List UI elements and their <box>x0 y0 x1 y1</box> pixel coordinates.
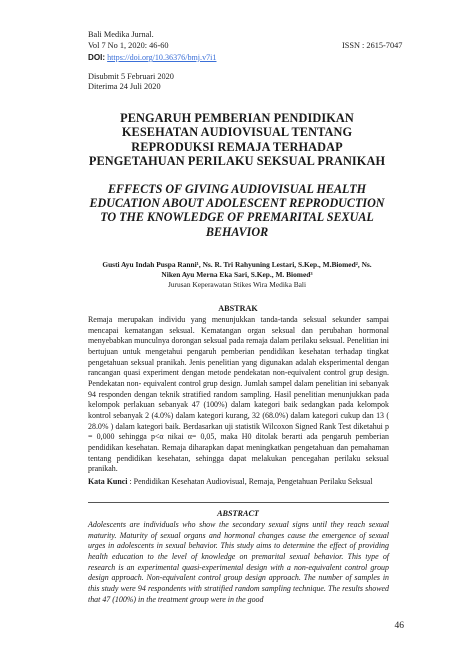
affiliation: Jurusan Keperawatan Stikes Wira Medika Bali <box>167 280 307 289</box>
abstract-text: Adolescents are individuals who show the secondary sexual signs until they reach sexual maturity. Maturity of sexual organs and hormonal changes cause the emergence of sexual urges in adolescents in sexual behavior. This study aims to determine the effect of providing health education to the level of knowledge on premarital sexual behavior. This type of research is an experimental quasi-experimental design with a non-equivalent control group design approach. Non-equivalent control group design approach. The number of samples in this study were 94 respondents with stratified random sampling technique. The results showed that 47 (100%) in the treatment group were in the good <box>88 520 389 604</box>
title-en-line: EDUCATION ABOUT ADOLESCENT REPRODUCTION <box>89 196 385 211</box>
abstrak-heading: ABSTRAK <box>218 304 258 313</box>
title-en-line: TO THE KNOWLEDGE OF PREMARITAL SEXUAL <box>100 210 374 225</box>
keywords-label: Kata Kunci <box>88 477 128 486</box>
doi-link[interactable]: https://doi.org/10.36376/bmj.v7i1 <box>107 53 217 62</box>
title-id-line: KESEHATAN AUDIOVISUAL TENTANG <box>121 125 353 140</box>
keywords-text: : Pendidikan Kesehatan Audiovisual, Remaja, Pengetahuan Perilaku Seksual <box>129 477 373 486</box>
submitted-date: Disubmit 5 Februari 2020 <box>88 72 174 81</box>
section-divider <box>88 502 389 503</box>
title-indonesian <box>60 111 414 169</box>
keywords <box>88 477 389 488</box>
title-english <box>60 182 414 239</box>
title-id-line: REPRODUKSI REMAJA TERHADAP <box>131 139 343 154</box>
doi-line <box>88 53 216 63</box>
journal-name: Bali Medika Jurnal. <box>88 30 154 39</box>
author-list <box>80 260 394 281</box>
title-en-line: EFFECTS OF GIVING AUDIOVISUAL HEALTH <box>107 182 367 196</box>
title-id-line: PENGARUH PEMBERIAN PENDIDIKAN <box>120 111 354 125</box>
page-number: 46 <box>394 621 404 631</box>
abstrak-text: Remaja merupakan individu yang menunjukkan tanda-tanda seksual sekunder sampai mencapai kematangan seksual. Kematangan organ seksual dan perubahan hormonal menyebabkan munculnya dorongan seksual pada remaja dalam perilaku seksual. Penelitian ini bertujuan untuk mengetahui pengaruh pemberian pendidikan kesehatan terhadap tingkat pengetahuan seksual pranikah. Jenis penelitian yang digunakan adalah eksperimental dengan rancangan quasi experiment dengan metode pendekatan non-equivalent control grup design. Pendekatan non- equivalent control grup design. Jumlah sampel dalam penelitian ini sebanyak 94 responden dengan teknik stratified random sampling. Hasil penelitian menunjukkan pada kelompok perlakuan sebanyak 47 (100%) dalam kategori baik sedangkan pada kelompok kontrol sebanyak 2 (4.0%) dalam kategori kurang, 32 (68.0%) dalam kategori cukup dan 13 ( 28.0% ) dalam kategori baik. Berdasarkan uji statistik Wilcoxon Signed Rank Test diketahui p = 0,000 sehingga p<α nikai α= 0,05, maka H0 ditolak berarti ada pengaruh pemberian pendidikan kesehatan. Remaja diharapkan dapat meningkatkan pengetahuan dan pemahaman tentang pendidikan kesehatan, sehingga dapat melakukan pencegahan perilaku seksual pranikah. <box>88 315 389 474</box>
title-id-line: PENGETAHUAN PERILAKU SEKSUAL PRANIKAH <box>88 154 386 169</box>
author-line: Gusti Ayu Indah Puspa Ranni¹, Ns. R. Tri Rahyuning Lestari, S.Kep., M.Biomed², Ns. <box>102 260 372 269</box>
accepted-date: Diterima 24 Juli 2020 <box>88 82 161 91</box>
journal-issn: ISSN : 2615-7047 <box>342 41 403 50</box>
doi-label: DOI: <box>88 53 106 62</box>
abstract-heading: ABSTRACT <box>217 509 259 518</box>
journal-volume: Vol 7 No 1, 2020: 46-60 <box>88 41 169 50</box>
author-line: Niken Ayu Merna Eka Sari, S.Kep., M. Biomed³ <box>161 270 313 280</box>
title-en-line: BEHAVIOR <box>205 224 269 239</box>
